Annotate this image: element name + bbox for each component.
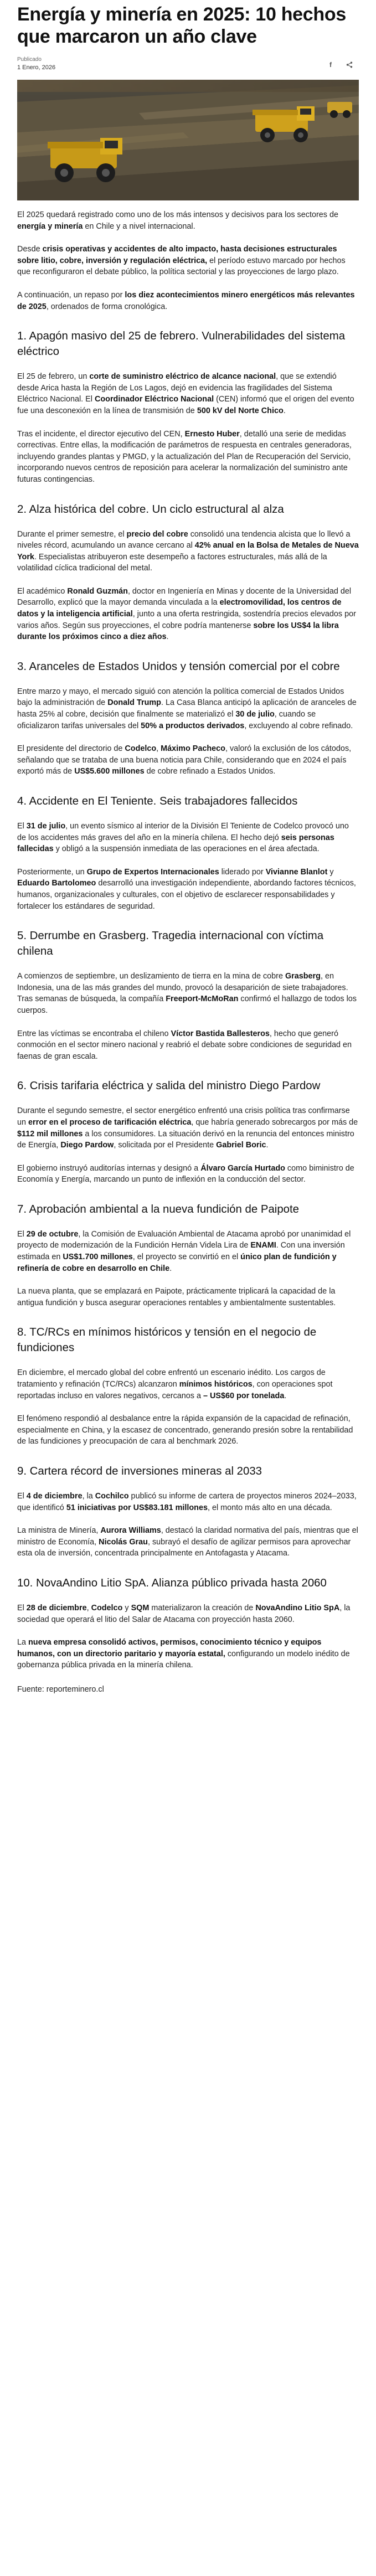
published-label: Publicado <box>17 56 42 63</box>
bold-text: 29 de octubre <box>26 1229 79 1239</box>
section-heading: 2. Alza histórica del cobre. Un ciclo estructural al alza <box>17 503 284 516</box>
text-run: Posteriormente, un <box>17 867 87 877</box>
section-paragraph <box>17 1229 359 1274</box>
text-run: Entre marzo y mayo, el mercado siguió con atención la política comercial de Estados Unidos bajo la administración de <box>17 687 344 708</box>
bold-text: Grupo de Expertos Internacionales <box>86 867 219 877</box>
section-paragraph <box>17 1286 359 1308</box>
bold-text: electromovilidad, los centros de datos y la inteligencia artificial <box>17 598 342 619</box>
section-paragraph <box>17 1525 359 1559</box>
section-heading: 1. Apagón masivo del 25 de febrero. Vulnerabilidades del sistema eléctrico <box>17 330 346 358</box>
text-run: El <box>17 1492 27 1501</box>
bold-text: 4 de diciembre <box>26 1492 83 1501</box>
bold-text: Máximo Pacheco <box>161 744 225 754</box>
text-run: El <box>17 1603 27 1612</box>
text-run: El 25 de febrero, un <box>17 372 90 382</box>
bold-text: precio del cobre <box>126 529 188 539</box>
bold-text: US$1.700 millones <box>63 1253 133 1262</box>
text-run: , valoró la exclusión de los cátodos, señalando que se trataba de una buena noticia para Chile, considerando que en 2024 el país exportó más de <box>17 744 352 776</box>
section-paragraph <box>17 867 359 912</box>
text-run: . <box>283 406 286 415</box>
bold-text: 31 de julio <box>26 822 66 831</box>
bold-text: ENAMI <box>250 1241 276 1250</box>
text-run: y <box>327 867 334 877</box>
share-icon[interactable] <box>344 60 354 70</box>
text-run: La nueva planta, que se emplazará en Paipote, prácticamente triplicará la capacidad de la antigua fundición y busca asegurar operaciones rentables y ambientalmente sustentables. <box>17 1287 336 1307</box>
text-run: , cuando se oficializaron tarifas universales del <box>17 710 316 730</box>
text-run: El gobierno instruyó auditorías internas y designó a <box>17 1163 201 1173</box>
text-run: materializaron la creación de <box>149 1603 256 1612</box>
bold-text: sobre los US$4 la libra durante los próximos cinco a diez años <box>17 621 339 642</box>
section-paragraph <box>17 686 359 731</box>
text-run: Durante el primer semestre, el <box>17 529 127 539</box>
section-paragraph <box>17 529 359 574</box>
bold-text: nueva empresa consolidó activos, permisos, conocimiento técnico y equipos humanos, con un directorio paritario y mayoría estatal, <box>17 1638 322 1658</box>
bold-text: Ronald Guzmán <box>67 586 128 596</box>
intro-paragraph <box>17 209 359 232</box>
hero-image <box>17 80 359 200</box>
text-run: , con operaciones spot reportadas incluso en valores negativos, cercanos a <box>17 1380 333 1400</box>
bold-text: Diego Pardow <box>60 1141 114 1150</box>
text-run: , la Comisión de Evaluación Ambiental de Atacama aprobó por unanimidad el proyecto de modernización de la Fundición Hernán Videla Lira de <box>17 1229 351 1250</box>
text-run: . <box>266 1141 269 1150</box>
text-run: , doctor en Ingeniería en Minas y docente de la Universidad del Desarrollo, explicó que la mayor demanda vinculada a la <box>17 586 352 607</box>
text-run: en Chile y a nivel internacional. <box>83 221 195 231</box>
article-title: Energía y minería en 2025: 10 hechos que marcaron un año clave <box>17 4 346 47</box>
bold-text: Donald Trump <box>107 698 161 708</box>
text-run: de cobre refinado a Estados Unidos. <box>144 767 276 776</box>
text-run: . <box>166 632 169 642</box>
text-run: , solicitada por el Presidente <box>114 1141 217 1150</box>
text-run: (CEN) informó que el origen del evento fue una desconexión en la línea de transmisión de <box>17 395 354 415</box>
bold-text: US$5.600 millones <box>74 767 145 776</box>
bold-text: Aurora Williams <box>100 1526 161 1536</box>
intro-paragraph <box>17 244 359 278</box>
section-paragraph <box>17 1028 359 1063</box>
bold-text: único plan de fundición y refinería de cobre en desarrollo en Chile <box>17 1253 337 1273</box>
section-paragraph <box>17 1163 359 1186</box>
bold-text: Freeport-McMoRan <box>166 995 239 1004</box>
text-run: , destacó la claridad normativa del país, mientras que el ministro de Economía, <box>17 1526 358 1547</box>
section-paragraph <box>17 1367 359 1402</box>
section-paragraph <box>17 743 359 777</box>
text-run: . Especialistas atribuyeron este desempeño a factores estructurales, más allá de la volatilidad cíclica tradicional del metal. <box>17 552 327 573</box>
text-run: . <box>169 1264 172 1273</box>
bold-text: 30 de julio <box>235 710 275 719</box>
text-run: El presidente del directorio de <box>17 744 125 754</box>
bold-text: Codelco <box>91 1603 123 1612</box>
bold-text: – US$60 por tonelada <box>203 1391 285 1400</box>
text-run: , la <box>82 1492 95 1501</box>
text-run: . La Casa Blanca anticipó la aplicación de aranceles de hasta 25% al cobre, decisión que finalmente se materializó el <box>17 698 357 719</box>
section-heading: 8. TC/RCs en mínimos históricos y tensión en el negocio de fundiciones <box>17 1326 317 1354</box>
text-run: . Con una inversión estimada en <box>17 1241 345 1262</box>
section-heading: 10. NovaAndino Litio SpA. Alianza público privada hasta 2060 <box>17 1576 327 1589</box>
bold-text: Ernesto Huber <box>184 429 240 439</box>
bold-text: seis personas fallecidas <box>17 833 334 854</box>
bold-text: corte de suministro eléctrico de alcance nacional <box>89 372 276 382</box>
section-heading: 3. Aranceles de Estados Unidos y tensión comercial por el cobre <box>17 660 340 673</box>
bold-text: 500 kV del Norte Chico <box>197 406 284 415</box>
published-date: 1 Enero, 2026 <box>17 64 56 71</box>
text-run: El <box>17 822 27 831</box>
text-run: confirmó el hallazgo de todos los cuerpos. <box>17 995 357 1015</box>
section-paragraph <box>17 971 359 1016</box>
text-run: , junto a una oferta restringida, sostendría precios elevados por varios años. Según sus proyecciones, el cobre podría mantenerse <box>17 610 356 630</box>
section-paragraph <box>17 1105 359 1151</box>
text-run: desarrolló una investigación independiente, abordando factores técnicos, humanos, organizacionales y culturales, con el objetivo de esclarecer responsabilidades y fortalecer los estándares de seguridad. <box>17 879 356 911</box>
section-heading: 9. Cartera récord de inversiones mineras al 2033 <box>17 1465 262 1477</box>
text-run: , en Indonesia, una de las más grandes del mundo, provocó la desaparición de siete trabajadores. Tras semanas de búsqueda, la compañía <box>17 972 348 1004</box>
text-run: , la sociedad que operará el litio del Salar de Atacama con proyección hasta 2060. <box>17 1603 351 1624</box>
bold-text: Eduardo Bartolomeo <box>17 879 96 888</box>
section-heading: 6. Crisis tarifaria eléctrica y salida del ministro Diego Pardow <box>17 1080 321 1093</box>
section-paragraph <box>17 371 359 416</box>
text-run: , un evento sísmico al interior de la División El Teniente de Codelco provocó uno de los accidentes más graves del año en la minería chilena. El hecho dejó <box>17 822 349 842</box>
facebook-icon[interactable]: f <box>329 61 332 69</box>
bold-text: Coordinador Eléctrico Nacional <box>94 395 214 404</box>
text-run: liderado por <box>219 867 266 877</box>
text-run: , que se extendió desde Arica hasta la Región de Los Lagos, dejó en evidencia las fragilidades del Sistema Eléctrico Nacional. El <box>17 372 337 404</box>
text-run: publicó su informe de cartera de proyectos mineros 2024–2033, que identificó <box>17 1492 357 1512</box>
text-run: , el proyecto se convirtió en el <box>132 1253 241 1262</box>
text-run: y obligó a la suspensión inmediata de las operaciones en el área afectada. <box>53 844 320 854</box>
text-run: El académico <box>17 586 68 596</box>
bold-text: energía y minería <box>17 221 83 231</box>
text-run: el período estuvo marcado por hechos que reconfiguraron el debate público, la política sectorial y las proyecciones de largo plazo. <box>17 256 346 277</box>
text-run: configurando un modelo inédito de gobernanza pública privada en la minería chilena. <box>17 1649 350 1670</box>
text-run: , subrayó el desafío de agilizar permisos para aprovechar esta ola de inversión, concentrada principalmente en Antofagasta y Atacama. <box>17 1537 351 1558</box>
text-run: Tras el incidente, el director ejecutivo del CEN, <box>17 429 185 439</box>
text-run: La <box>17 1638 29 1647</box>
text-run: como biministro de Economía y Energía, marcando un punto de inflexión en la conducción del sector. <box>17 1163 354 1184</box>
bold-text: Víctor Bastida Ballesteros <box>171 1029 270 1038</box>
text-run: , excluyendo al cobre refinado. <box>244 721 353 730</box>
bold-text: Gabriel Boric <box>216 1141 266 1150</box>
text-run: El 2025 quedará registrado como uno de los más intensos y decisivos para los sectores de <box>17 210 338 219</box>
intro-paragraph <box>17 290 359 312</box>
text-run: El fenómeno respondió al desbalance entre la rápida expansión de la capacidad de refinación, especialmente en China, y la escasez de concentrado, generando presión sobre la rentabilidad de las fundiciones y preocupación de cara al benchmark 2026. <box>17 1414 353 1446</box>
text-run: , detalló una serie de medidas correctivas. Entre ellas, la modificación de parámetros de respuesta en centrales generadoras, incluyendo grandes plantas y PMGD, y la actualización del Plan de Recuperación del Servicio, incorporando nuevos centros de reposición para acelerar la normalización del suministro ante futuras contingencias. <box>17 429 352 484</box>
text-run: , hecho que generó conmoción en el sector minero nacional y reabrió el debate sobre condiciones de seguridad en faenas de gran escala. <box>17 1029 352 1061</box>
text-run: , ordenados de forma cronológica. <box>46 302 168 311</box>
text-run: , el monto más alto en una década. <box>207 1503 332 1512</box>
bold-text: los diez acontecimientos minero energéticos más relevantes de 2025 <box>17 290 355 311</box>
section-paragraph <box>17 1637 359 1671</box>
bold-text: 28 de diciembre <box>26 1603 87 1612</box>
bold-text: mínimos históricos <box>179 1380 253 1389</box>
section-heading: 7. Aprobación ambiental a la nueva fundición de Paipote <box>17 1203 299 1215</box>
bold-text: $112 mil millones <box>17 1129 83 1138</box>
section-paragraph <box>17 821 359 855</box>
section-paragraph <box>17 1491 359 1513</box>
bold-text: Grasberg <box>285 972 321 981</box>
article-body <box>17 209 359 1695</box>
bold-text: 50% a productos derivados <box>141 721 245 730</box>
bold-text: Cochilco <box>95 1492 129 1501</box>
bold-text: NovaAndino Litio SpA <box>255 1603 340 1612</box>
bold-text: 42% anual en la Bolsa de Metales de Nueva York <box>17 541 359 561</box>
text-run: consolidó una tendencia alcista que lo llevó a niveles récord, acumulando un avance cercano al <box>17 529 351 550</box>
text-run: A continuación, un repaso por <box>17 290 125 300</box>
text-run: Entre las víctimas se encontraba el chileno <box>17 1029 171 1038</box>
bold-text: error en el proceso de tarificación eléctrica <box>28 1117 192 1127</box>
share-buttons <box>326 60 359 70</box>
bold-text: Vivianne Blanlot <box>265 867 328 877</box>
text-run: El <box>17 1229 27 1239</box>
text-run: y <box>122 1603 131 1612</box>
text-run: . <box>284 1391 287 1400</box>
text-run: a los consumidores. La situación derivó en la renuncia del entonces ministro de Energía, <box>17 1129 354 1150</box>
bold-text: 51 iniciativas por US$83.181 millones <box>66 1503 208 1512</box>
section-paragraph <box>17 586 359 643</box>
text-run: A comienzos de septiembre, un deslizamiento de tierra en la mina de cobre <box>17 972 285 981</box>
section-heading: 5. Derrumbe en Grasberg. Tragedia internacional con víctima chilena <box>17 930 324 958</box>
text-run: , que habría generado sobrecargos por más de <box>191 1117 358 1127</box>
section-heading: 4. Accidente en El Teniente. Seis trabajadores fallecidos <box>17 795 298 807</box>
article-meta <box>17 56 359 75</box>
text-run: Desde <box>17 245 43 254</box>
text-run: En diciembre, el mercado global del cobre enfrentó un escenario inédito. Los cargos de tratamiento y refinación (TC/RCs) alcanzaron <box>17 1368 326 1389</box>
text-run: , <box>156 744 161 754</box>
bold-text: Álvaro García Hurtado <box>200 1163 285 1173</box>
text-run: Durante el segundo semestre, el sector energético enfrentó una crisis política tras confirmarse un <box>17 1106 350 1127</box>
bold-text: Nicolás Grau <box>99 1537 148 1547</box>
text-run: La ministra de Minería, <box>17 1526 101 1536</box>
bold-text: SQM <box>131 1603 150 1612</box>
text-run: , <box>86 1603 91 1612</box>
section-paragraph <box>17 1413 359 1447</box>
article-source: Fuente: reporteminero.cl <box>17 1684 104 1694</box>
section-paragraph <box>17 1603 359 1625</box>
section-paragraph <box>17 429 359 486</box>
bold-text: crisis operativas y accidentes de alto impacto, hasta decisiones estructurales sobre litio, cobre, inversión y regulación eléctrica, <box>17 245 337 265</box>
bold-text: Codelco <box>125 744 157 754</box>
publish-info <box>17 56 55 71</box>
